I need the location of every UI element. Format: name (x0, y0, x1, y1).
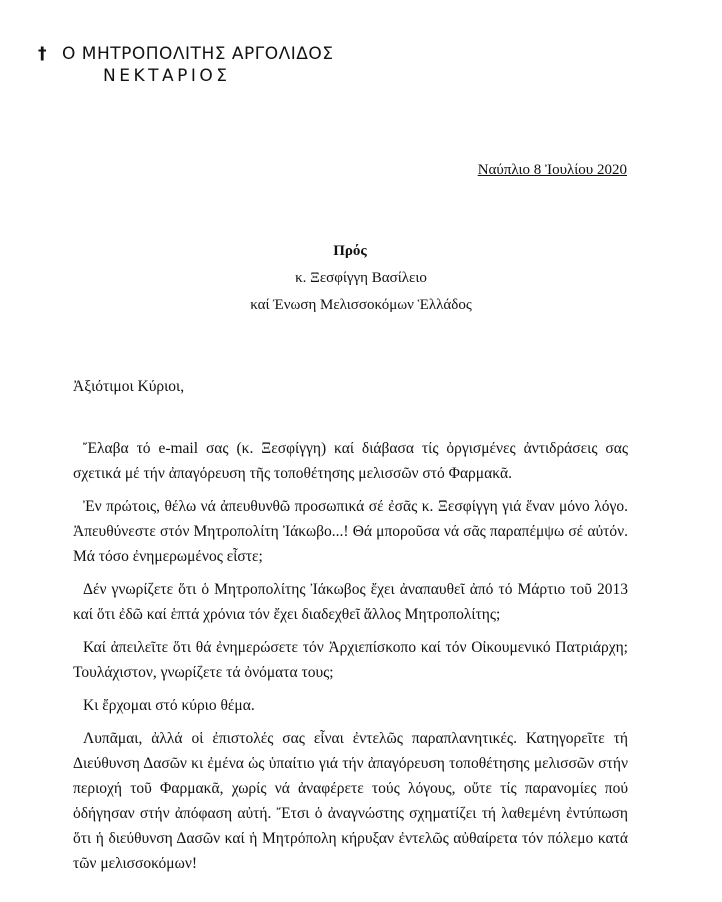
letter-date: Ναύπλιο 8 Ἰουλίου 2020 (477, 162, 627, 178)
letterhead-line1: Ο ΜΗΤΡΟΠΟΛΙΤΗΣ ΑΡΓΟΛΙΔΟΣ (62, 44, 334, 64)
paragraph: Ἔλαβα τό e-mail σας (κ. Ξεσφίγγη) καί διάβασα τίς ὀργισμένες ἀντιδράσεις σας σχετικά μέ τήν ἀπαγόρευση τῆς τοποθέτησης μελισσῶν στό Φαρμακᾶ. (73, 440, 628, 482)
recipient-line1: κ. Ξεσφίγγη Βασίλειο (295, 270, 427, 286)
letterhead-line2: ΝΕΚΤΑΡΙΟΣ (103, 66, 231, 86)
paragraph: Λυπᾶμαι, ἀλλά οἱ ἐπιστολές σας εἶναι ἐντελῶς παραπλανητικές. Κατηγορεῖτε τή Διεύθυνση Δασῶν κι ἐμένα ὡς ὑπαίτιο γιά τήν ἀπαγόρευση τοποθέτησης μελισσῶν στήν περιοχή τοῦ Φαρμακᾶ, χωρίς νά ἀναφέρετε τούς λόγους, οὔτε τίς παρανομίες πού ὁδήγησαν στήν ἀπόφαση αὐτή. Ἔτσι ὁ ἀναγνώστης σχηματίζει τή λαθεμένη ἐντύπωση ὅτι ἡ διεύθυνση Δασῶν καί ἡ Μητρόπολη κήρυξαν ἐντελῶς αὐθαίρετα τόν πόλεμο κατά τῶν μελισσοκόμων! (73, 730, 628, 872)
paragraph: Ἐν πρώτοις, θέλω νά ἀπευθυνθῶ προσωπικά σέ ἐσᾶς κ. Ξεσφίγγη γιά ἕναν μόνο λόγο. Ἀπευθύνεστε στόν Μητροπολίτη Ἰάκωβο...! Θά μποροῦσα νά σᾶς παραπέμψω σέ αὐτόν. Μά τόσο ἐνημερωμένος εἶστε; (73, 498, 628, 565)
cross-icon: † (38, 44, 47, 64)
paragraph: Κι ἔρχομαι στό κύριο θέμα. (83, 697, 255, 714)
recipient-title: Πρός (333, 243, 367, 259)
letterhead-title (38, 44, 334, 64)
letterhead (38, 44, 334, 86)
greeting: Ἀξιότιμοι Κύριοι, (73, 378, 185, 395)
recipient-line2: καί Ένωση Μελισσοκόμων Ἑλλάδος (250, 297, 472, 313)
recipient-block (0, 238, 722, 319)
paragraph: Καί ἀπειλεῖτε ὅτι θά ἐνημερώσετε τόν Ἀρχιεπίσκοπο καί τόν Οἰκουμενικό Πατριάρχη; Τουλάχιστον, γνωρίζετε τά ὀνόματα τους; (73, 639, 628, 681)
paragraph: Δέν γνωρίζετε ὅτι ὁ Μητροπολίτης Ἰάκωβος ἔχει ἀναπαυθεῖ ἀπό τό Μάρτιο τοῦ 2013 καί ὅτι ἐδῶ καί ἑπτά χρόνια τόν ἔχει διαδεχθεῖ ἄλλος Μητροπολίτης; (73, 581, 628, 623)
letter-body (73, 436, 628, 884)
